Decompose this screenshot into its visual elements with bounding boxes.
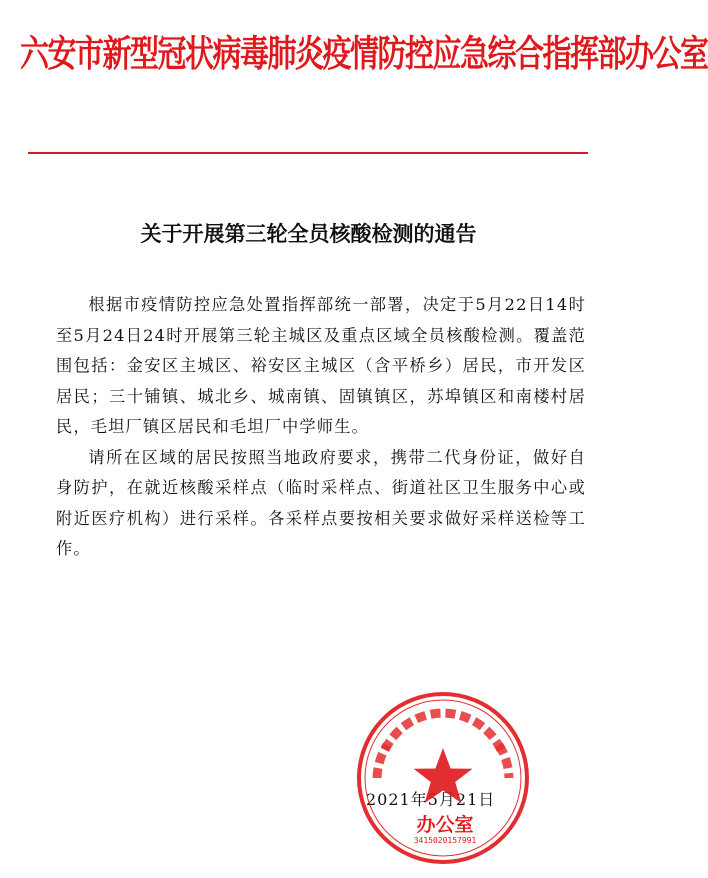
seal-code: 3415020157991 bbox=[413, 836, 477, 845]
notice-paragraph-2: 请所在区域的居民按照当地政府要求，携带二代身份证，做好自身防护，在就近核酸采样点（临时采样点、街道社区卫生服务中心或附近医疗机构）进行采样。各采样点要按相关要求做好采样送检等工作。 bbox=[56, 447, 586, 558]
header-divider bbox=[28, 152, 588, 154]
notice-body bbox=[56, 290, 586, 565]
seal-name: 办公室 bbox=[416, 814, 474, 836]
issue-date: 2021年5月21日 bbox=[366, 790, 496, 809]
notice-title: 关于开展第三轮全员核酸检测的通告 bbox=[140, 222, 477, 246]
issuer-header: 六安市新型冠状病毒肺炎疫情防控应急综合指挥部办公室 bbox=[20, 32, 708, 75]
notice-paragraph-1: 根据市疫情防控应急处置指挥部统一部署，决定于5月22日14时至5月24日24时开展第三轮主城区及重点区域全员核酸检测。覆盖范围包括：金安区主城区、裕安区主城区（含平桥乡）居民，市开发区居民；三十铺镇、城北乡、城南镇、固镇镇区，苏埠镇区和南楼村居民，毛坦厂镇区居民和毛坦厂中学师生。 bbox=[56, 295, 586, 436]
